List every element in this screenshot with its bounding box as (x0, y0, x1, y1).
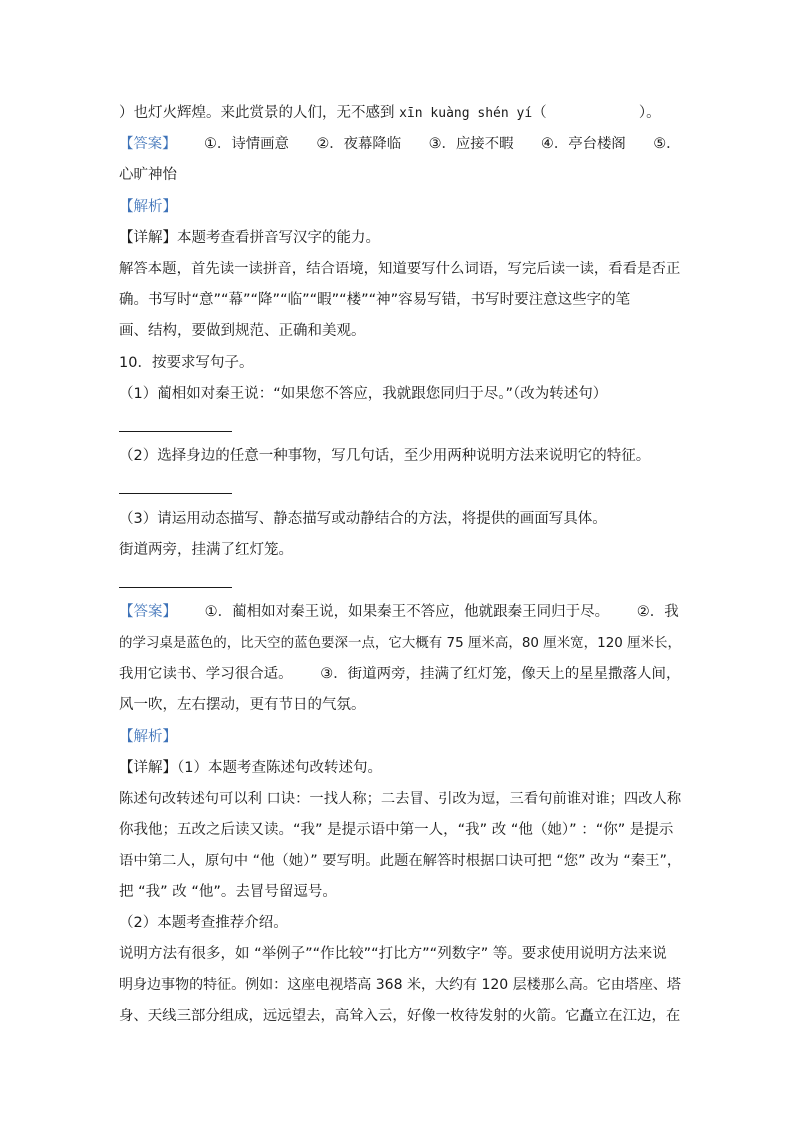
answer-blank-3 (119, 587, 232, 588)
q10-detail-line4: 语中第二人，原句中 “他（她）” 要写明。此题在解答时根据口诀可把 “您” 改为 “秦王”， (119, 853, 682, 869)
q10-detail (119, 758, 382, 778)
q9-line1-suffix: （ ）。 (532, 105, 661, 121)
q10-sub3: （3）请运用动态描写、静态描写或动静结合的方法，将提供的画面写具体。 (119, 511, 607, 527)
detail-tag: 【详解】 (119, 230, 177, 246)
q10-sub2: （2）选择身边的任意一种事物，写几句话，至少用两种说明方法来说明它的特征。 (119, 448, 651, 464)
q10-detail-line6: （2）本题考查推荐介绍。 (119, 915, 288, 931)
answer-blank-2 (119, 493, 232, 494)
q10-answer (119, 602, 679, 622)
q9-detail-line3: 确。书写时“意”“幕”“降”“临”“暇”“楼”“神”容易写错，书写时要注意这些字的笔 (119, 292, 631, 308)
q10-detail-text: （1）本题考查陈述句改转述句。 (177, 760, 382, 776)
q10-sub3-prompt: 街道两旁，挂满了红灯笼。 (119, 542, 293, 558)
q10-title: 10．按要求写句子。 (119, 355, 254, 371)
q10-answer-line4: 风一吹，左右摆动，更有节日的气氛。 (119, 697, 366, 713)
answer-tag: 【答案】 (119, 604, 177, 620)
q9-pinyin: xīn kuàng shén yí (399, 106, 533, 121)
q9-line1 (119, 103, 661, 124)
q9-detail-text: 本题考查看拼音写汉字的能力。 (177, 230, 380, 246)
q10-detail-line2: 陈述句改转述句可以利 口诀：一找人称；二去冒、引改为逗，三看句前谁对谁；四改人称 (119, 791, 682, 807)
q10-detail-line3: 你我他；五改之后读又读。“我” 是提示语中第一人，“我” 改 “他（她）” ：“你” 是提示 (119, 822, 674, 838)
q10-answer-text: ①．蔺相如对秦王说，如果秦王不答应，他就跟秦王同归于尽。 ②．我 (177, 604, 679, 620)
detail-tag: 【详解】 (119, 760, 177, 776)
q10-answer-line3: 我用它读书、学习很合适。 ③．街道两旁，挂满了红灯笼，像天上的星星撒落人间， (119, 666, 681, 682)
q10-answer-line2: 的学习桌是蓝色的，比天空的蓝色要深一点，它大概有 75 厘米高，80 厘米宽，120 厘米长， (119, 635, 681, 651)
q9-answer (119, 134, 681, 154)
q10-detail-line8: 明身边事物的特征。例如：这座电视塔高 368 米，大约有 120 层楼那么高。它由塔座、塔 (119, 977, 681, 993)
analysis-tag: 【解析】 (119, 729, 177, 745)
q10-sub1: （1）蔺相如对秦王说：“如果您不答应，我就跟您同归于尽。”（改为转述句） (119, 386, 608, 402)
q10-detail-line7: 说明方法有很多，如 “举例子”“作比较”“打比方”“列数字” 等。要求使用说明方法来说 (119, 946, 667, 962)
q10-detail-line9: 身、天线三部分组成，远远望去，高耸入云，好像一枚待发射的火箭。它矗立在江边，在 (119, 1008, 681, 1024)
answer-blank-1 (119, 431, 232, 432)
q9-detail (119, 228, 380, 248)
q9-answer-text: ①．诗情画意 ②．夜幕降临 ③．应接不暇 ④．亭台楼阁 ⑤． (176, 136, 681, 152)
q9-detail-line2: 解答本题，首先读一读拼音，结合语境，知道要写什么词语，写完后读一读，看看是否正 (119, 261, 681, 277)
q10-detail-line5: 把 “我” 改 “他”。去冒号留逗号。 (119, 884, 337, 900)
q9-detail-line4: 画、结构，要做到规范、正确和美观。 (119, 323, 366, 339)
answer-tag: 【答案】 (119, 136, 177, 152)
q9-line1-prefix: ）也灯火辉煌。来此赏景的人们，无不感到 (119, 105, 395, 121)
q9-answer-line2: 心旷神怡 (119, 167, 177, 183)
analysis-tag: 【解析】 (119, 199, 177, 215)
